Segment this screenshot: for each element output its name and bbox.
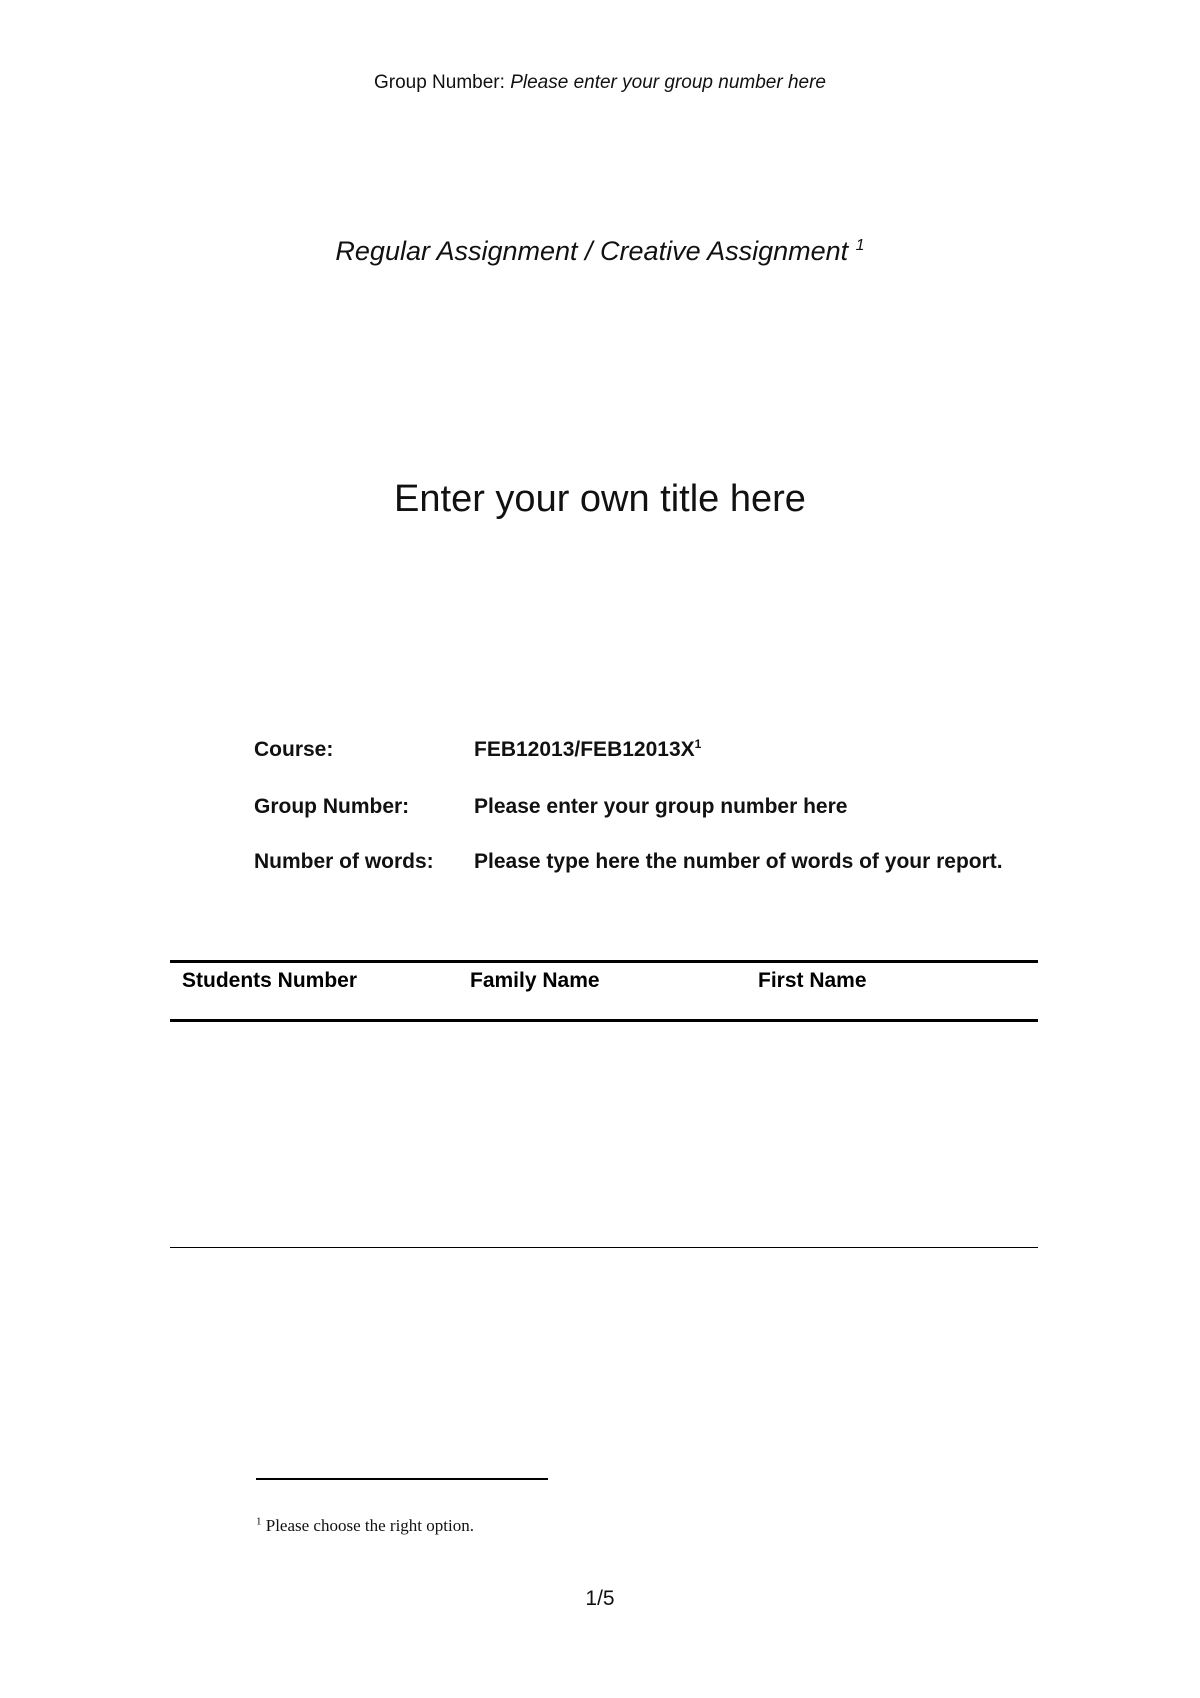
group-number-label: Group Number: — [254, 795, 410, 818]
footnote — [256, 1516, 474, 1536]
course-code: FEB12013/FEB12013X — [474, 738, 695, 761]
course-value — [474, 738, 701, 762]
students-table — [170, 960, 1038, 1022]
document-title: Enter your own title here — [394, 478, 806, 520]
footnote-separator — [256, 1478, 548, 1480]
assignment-type-text: Regular Assignment / Creative Assignment — [335, 236, 849, 266]
column-students-number: Students Number — [182, 969, 358, 992]
footnote-mark: 1 — [256, 1515, 262, 1528]
assignment-footnote-mark: 1 — [855, 237, 865, 254]
page-number: 1/5 — [585, 1587, 615, 1610]
course-label: Course: — [254, 738, 334, 761]
group-number-value: Please enter your group number here — [474, 795, 848, 818]
column-family-name: Family Name — [470, 969, 600, 992]
students-table-header — [170, 963, 1038, 1022]
header-value: Please enter your group number here — [510, 72, 827, 93]
header-label: Group Number: — [373, 72, 505, 93]
word-count-label: Number of words: — [254, 850, 434, 873]
page-header — [0, 72, 1200, 94]
footnote-text: Please choose the right option. — [265, 1516, 474, 1535]
assignment-type — [0, 236, 1200, 267]
course-footnote-mark: 1 — [694, 737, 702, 751]
table-bottom-rule — [170, 1247, 1038, 1248]
word-count-value: Please type here the number of words of your report. — [474, 850, 1003, 873]
column-first-name: First Name — [758, 969, 867, 992]
